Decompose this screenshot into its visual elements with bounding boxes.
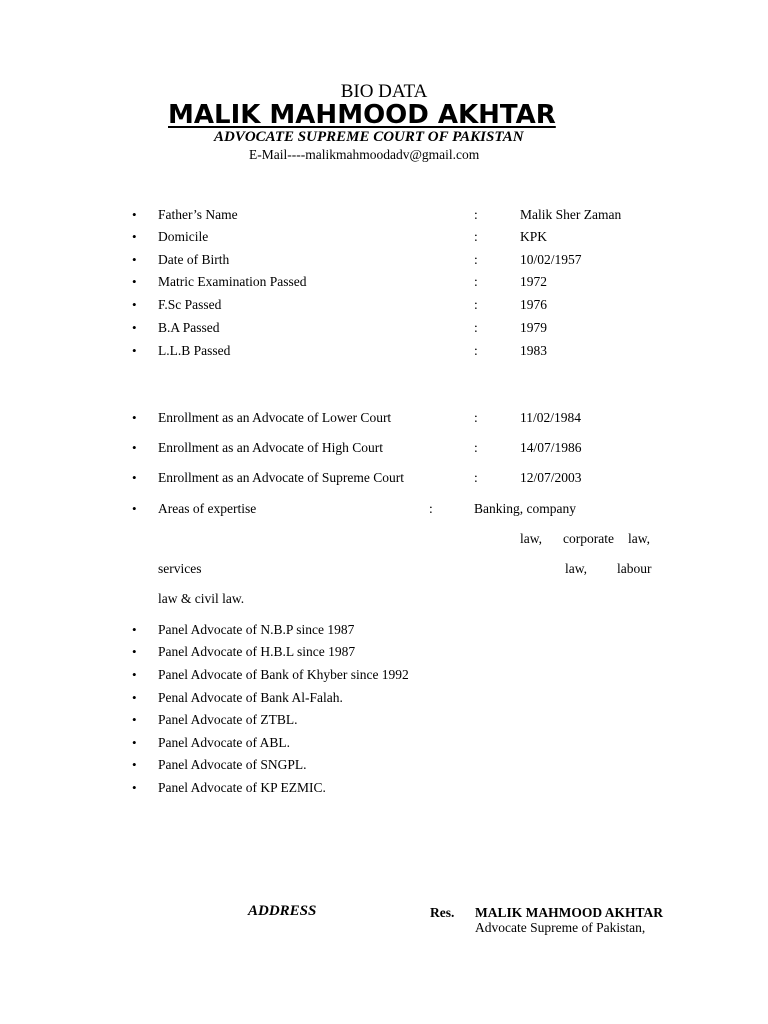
item-label: Panel Advocate of SNGPL. [158,757,307,772]
list-item [0,622,768,640]
bullet-icon [132,667,142,677]
designation: ADVOCATE SUPREME COURT OF PAKISTAN [214,129,524,145]
item-label: Penal Advocate of Bank Al-Falah. [158,690,343,705]
item-label: Father’s Name [158,207,238,222]
bullet-icon [132,501,142,511]
list-item [0,343,768,361]
list-item [0,440,768,458]
bullet-icon [132,712,142,722]
bullet-icon [132,320,142,330]
document-title: BIO DATA [340,81,428,102]
item-label: Panel Advocate of ABL. [158,735,290,750]
list-item [0,207,768,225]
address-heading: ADDRESS [248,903,317,919]
list-item [0,712,768,730]
bullet-icon [132,252,142,262]
item-colon: : [474,343,478,358]
expertise-line-1: Banking, company [474,501,576,516]
bullet-icon [132,410,142,420]
list-item [0,780,768,798]
item-label: Panel Advocate of Bank of Khyber since 1992 [158,667,409,682]
expertise-line-4: law & civil law. [158,591,245,606]
item-colon: : [474,410,478,425]
list-item [0,667,768,685]
item-colon: : [474,297,478,312]
item-label: Enrollment as an Advocate of High Court [158,440,383,455]
list-item [0,229,768,247]
item-colon: : [474,440,478,455]
item-label: Panel Advocate of H.B.L since 1987 [158,644,356,659]
item-label: Enrollment as an Advocate of Lower Court [158,410,392,425]
item-value: 1972 [520,274,547,289]
list-item [0,501,768,519]
bullet-icon [132,274,142,284]
item-value: 1983 [520,343,547,358]
bullet-icon [132,644,142,654]
item-value: 1976 [520,297,547,312]
list-item [0,410,768,428]
list-item [0,644,768,662]
item-label: Panel Advocate of ZTBL. [158,712,298,727]
person-name: MALIK MAHMOOD AKHTAR [168,100,556,130]
list-item [0,274,768,292]
item-label: Panel Advocate of KP EZMIC. [158,780,326,795]
bullet-icon [132,440,142,450]
expertise-word: law, [628,531,650,546]
expertise-word: labour [617,561,652,576]
item-value: 14/07/1986 [520,440,582,455]
item-colon: : [474,252,478,267]
list-item [0,757,768,775]
residence-label: Res. [430,905,455,920]
bullet-icon [132,757,142,767]
bullet-icon [132,735,142,745]
expertise-word: law, [565,561,587,576]
address-name: MALIK MAHMOOD AKHTAR [475,905,663,920]
list-item [0,470,768,488]
bullet-icon [132,207,142,217]
list-item [0,297,768,315]
list-item [0,320,768,338]
item-label: Matric Examination Passed [158,274,307,289]
item-colon: : [474,470,478,485]
item-label: Date of Birth [158,252,230,267]
list-item [0,252,768,270]
expertise-word: corporate [563,531,614,546]
expertise-colon: : [429,501,433,516]
bullet-icon [132,297,142,307]
item-colon: : [474,320,478,335]
bullet-icon [132,780,142,790]
expertise-word: services [158,561,202,576]
address-line: Advocate Supreme of Pakistan, [475,920,646,935]
expertise-label: Areas of expertise [158,501,257,516]
bullet-icon [132,343,142,353]
item-colon: : [474,274,478,289]
item-value: 12/07/2003 [520,470,582,485]
bullet-icon [132,229,142,239]
item-value: Malik Sher Zaman [520,207,622,222]
email-line: E-Mail----malikmahmoodadv@gmail.com [249,147,480,162]
bullet-icon [132,622,142,632]
bullet-icon [132,470,142,480]
item-value: 10/02/1957 [520,252,582,267]
item-value: 1979 [520,320,547,335]
bullet-icon [132,690,142,700]
item-colon: : [474,229,478,244]
item-label: L.L.B Passed [158,343,231,358]
item-value: 11/02/1984 [520,410,582,425]
expertise-word: law, [520,531,542,546]
item-label: Panel Advocate of N.B.P since 1987 [158,622,355,637]
item-label: Domicile [158,229,209,244]
item-value: KPK [520,229,548,244]
list-item [0,690,768,708]
item-label: B.A Passed [158,320,220,335]
item-label: F.Sc Passed [158,297,222,312]
list-item [0,735,768,753]
item-label: Enrollment as an Advocate of Supreme Court [158,470,404,485]
item-colon: : [474,207,478,222]
